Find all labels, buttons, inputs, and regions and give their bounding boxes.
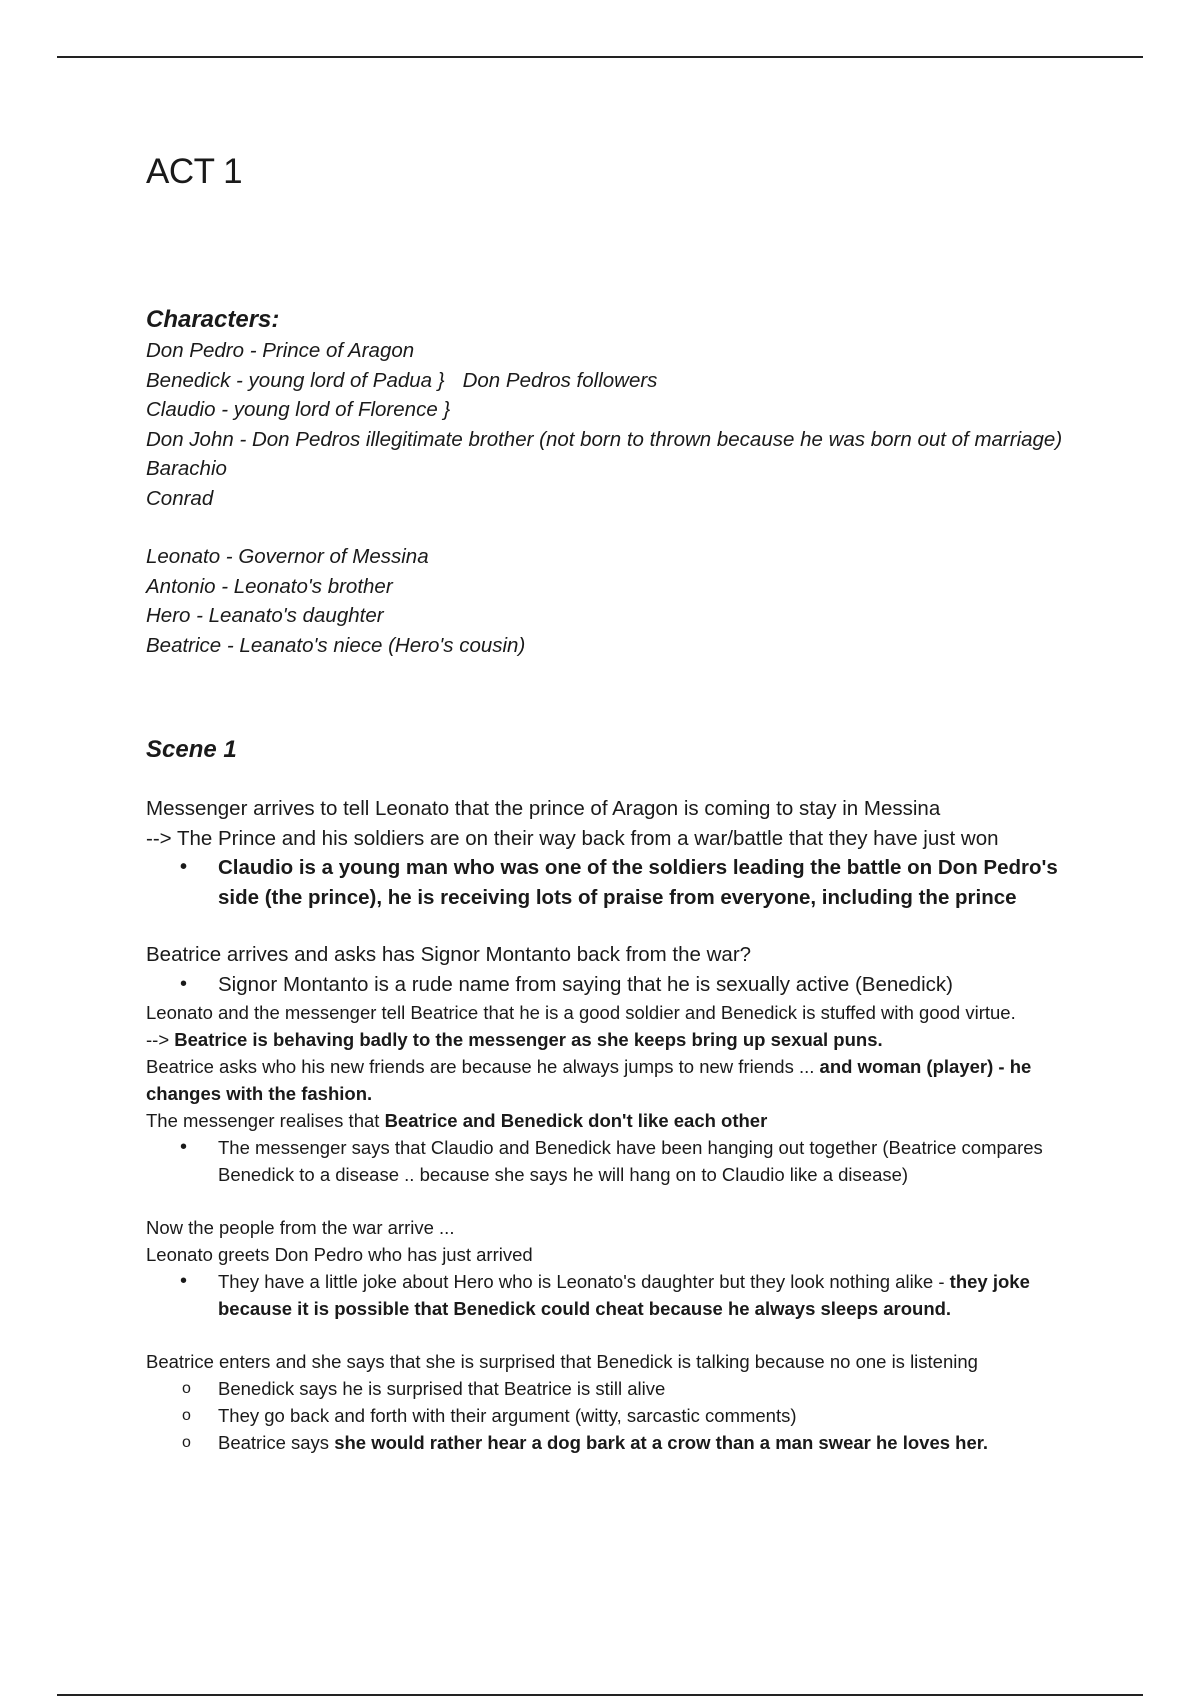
bullet-text: Claudio is a young man who was one of the soldiers leading the battle on Don Pedro's side (the prince), he is receiving lots of praise from everyone, including the prince — [218, 856, 1058, 909]
emphasis-text: Beatrice is behaving badly to the messenger as she keeps bring up sexual puns. — [174, 1029, 883, 1050]
scene-paragraph — [146, 1107, 1066, 1134]
sub-bullet-item — [146, 1375, 1066, 1402]
bullet-text: They go back and forth with their argument (witty, sarcastic comments) — [218, 1405, 797, 1426]
character-item — [146, 366, 1066, 396]
bullet-item — [146, 970, 1066, 1000]
scene-paragraph: Leonato greets Don Pedro who has just arrived — [146, 1244, 533, 1265]
character-item: Barachio — [146, 457, 227, 480]
bullet-item — [146, 1134, 1066, 1188]
bullet-dot-icon: • — [180, 972, 188, 995]
character-item: Leonato - Governor of Messina — [146, 545, 429, 568]
sub-bullet-item — [146, 1402, 1066, 1429]
bullet-list — [146, 1134, 1066, 1188]
emphasis-text: they joke because it is possible that Benedick could cheat because he always sleeps around. — [218, 1271, 1030, 1319]
scene-paragraph — [146, 1026, 1066, 1053]
bullet-dot-icon: • — [180, 856, 188, 878]
hollow-circle-icon: o — [182, 1434, 191, 1451]
act-title: ACT 1 — [146, 152, 243, 191]
hollow-circle-icon: o — [182, 1380, 191, 1397]
arrow-prefix: --> — [146, 1029, 170, 1050]
bullet-list — [146, 1268, 1066, 1322]
sub-bullet-list — [146, 1375, 1066, 1456]
bullet-item — [146, 1268, 1066, 1322]
emphasis-text: Beatrice and Benedick don't like each other — [384, 1110, 768, 1131]
bullet-text: The messenger says that Claudio and Benedick have been hanging out together (Beatrice compares Benedick to a disease .. because she says he will hang on to Claudio like a disease) — [218, 1137, 1043, 1185]
character-item: Don John - Don Pedros illegitimate brother (not born to thrown because he was born out of marriage) — [146, 427, 1063, 451]
scene-heading: Scene 1 — [146, 736, 237, 763]
bullet-dot-icon: • — [180, 1270, 188, 1292]
bullet-dot-icon: • — [180, 1136, 188, 1158]
bullet-text: Benedick says he is surprised that Beatrice is still alive — [218, 1378, 666, 1399]
scene-paragraph — [146, 1053, 1066, 1107]
scene-paragraph: Beatrice arrives and asks has Signor Montanto back from the war? — [146, 943, 752, 966]
sub-bullet-item — [146, 1429, 1066, 1456]
document-body — [146, 150, 1066, 1456]
character-item: Conrad — [146, 486, 214, 510]
bullet-item — [146, 853, 1066, 912]
scene-paragraph: Leonato and the messenger tell Beatrice that he is a good soldier and Benedick is stuffed with good virtue. — [146, 1002, 1016, 1023]
scene-paragraph: Beatrice enters and she says that she is surprised that Benedick is talking because no one is listening — [146, 1351, 978, 1372]
character-list — [146, 336, 1066, 660]
bullet-list — [146, 853, 1066, 912]
emphasis-text: she would rather hear a dog bark at a crow than a man swear he loves her. — [334, 1432, 989, 1453]
character-item: Claudio - young lord of Florence } — [146, 398, 451, 421]
characters-heading: Characters: — [146, 306, 280, 333]
character-item: Antonio - Leonato's brother — [146, 574, 393, 598]
character-item: Hero - Leanato's daughter — [146, 604, 384, 627]
emphasis-text: and woman (player) - he changes with the fashion. — [146, 1056, 1032, 1104]
top-rule — [57, 56, 1143, 58]
bullet-list — [146, 970, 1066, 1000]
character-item: Don Pedro - Prince of Aragon — [146, 339, 415, 362]
character-item: Beatrice - Leanato's niece (Hero's cousin) — [146, 633, 526, 657]
paragraph-text: The messenger realises that — [146, 1110, 380, 1131]
bullet-text: Beatrice says — [218, 1432, 330, 1453]
scene-paragraph: --> The Prince and his soldiers are on their way back from a war/battle that they have just won — [146, 826, 999, 850]
scene-paragraph: Now the people from the war arrive ... — [146, 1217, 455, 1238]
bottom-rule — [57, 1694, 1143, 1696]
followers-note: Don Pedros followers — [462, 368, 658, 392]
bullet-text: Signor Montanto is a rude name from saying that he is sexually active (Benedick) — [218, 972, 953, 996]
paragraph-text: Beatrice asks who his new friends are because he always jumps to new friends ... — [146, 1056, 815, 1077]
hollow-circle-icon: o — [182, 1407, 191, 1424]
character-item-text: Benedick - young lord of Padua } — [146, 368, 445, 392]
bullet-text: They have a little joke about Hero who is Leonato's daughter but they look nothing alike - — [218, 1271, 945, 1292]
scene-paragraph: Messenger arrives to tell Leonato that the prince of Aragon is coming to stay in Messina — [146, 797, 941, 820]
